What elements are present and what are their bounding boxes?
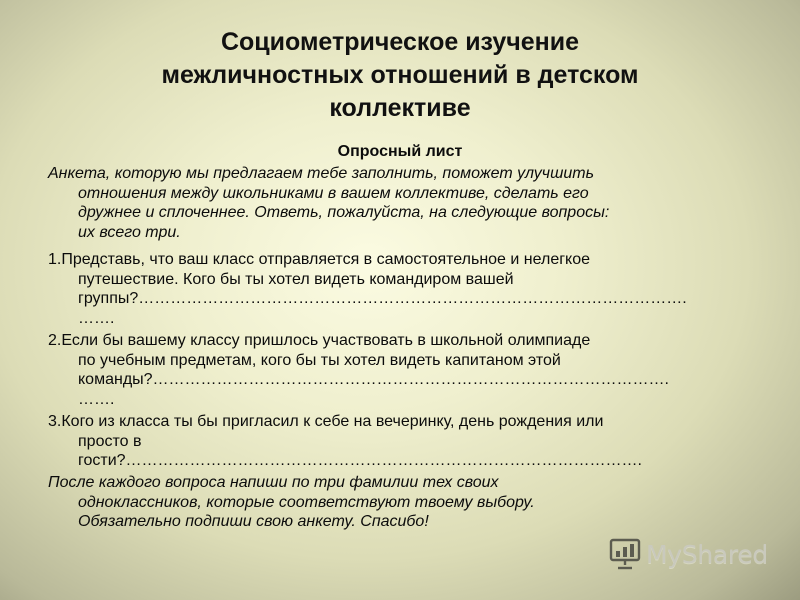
intro-line: отношения между школьниками в вашем коллективе, сделать его bbox=[78, 184, 589, 202]
question-line: просто в bbox=[78, 432, 142, 450]
answer-line: ……. bbox=[78, 309, 115, 327]
outro-line: Обязательно подпиши свою анкету. Спасибо! bbox=[78, 513, 429, 530]
title-line: Социометрическое изучение bbox=[220, 28, 580, 56]
question-line: по учебным предметам, кого бы ты хотел видеть капитаном этой bbox=[78, 351, 561, 369]
intro-line: дружнее и сплоченнее. Ответь, пожалуйста, на следующие вопросы: bbox=[78, 204, 610, 221]
answer-line: группы?…………………………………………………………………………………………. bbox=[78, 290, 687, 307]
title-line: коллективе bbox=[329, 94, 471, 122]
question-line: путешествие. Кого бы ты хотел видеть командиром вашей bbox=[78, 270, 514, 288]
outro-line: одноклассников, которые соответствуют твоему выбору. bbox=[78, 493, 535, 511]
answer-line: команды?……………………………………………………………………………………. bbox=[78, 371, 669, 388]
title-line: межличностных отношений в детском bbox=[161, 61, 639, 89]
intro-line: их всего три. bbox=[78, 223, 181, 241]
outro-line: После каждого вопроса напиши по три фамилии тех своих bbox=[48, 474, 499, 491]
watermark-logo bbox=[608, 537, 768, 571]
question-3 bbox=[48, 412, 764, 471]
question-line: 1.Представь, что ваш класс отправляется в самостоятельное и нелегкое bbox=[48, 251, 591, 268]
question-line: 3.Кого из класса ты бы пригласил к себе на вечеринку, день рождения или bbox=[48, 413, 604, 430]
chart-presentation-icon bbox=[608, 537, 642, 571]
outro-paragraph bbox=[48, 473, 764, 532]
slide-title bbox=[110, 26, 690, 125]
slide-subtitle: Опросный лист bbox=[337, 143, 463, 160]
intro-line: Анкета, которую мы предлагаем тебе заполнить, поможет улучшить bbox=[48, 165, 594, 182]
intro-paragraph bbox=[48, 164, 764, 242]
watermark-text: MyShared bbox=[646, 539, 768, 569]
question-1 bbox=[48, 250, 764, 328]
answer-line: ……. bbox=[78, 390, 115, 408]
question-line: 2.Если бы вашему классу пришлось участвовать в школьной олимпиаде bbox=[48, 332, 591, 349]
answer-line: гости?……………………………………………………………………………………. bbox=[78, 452, 642, 469]
question-2 bbox=[48, 331, 764, 409]
